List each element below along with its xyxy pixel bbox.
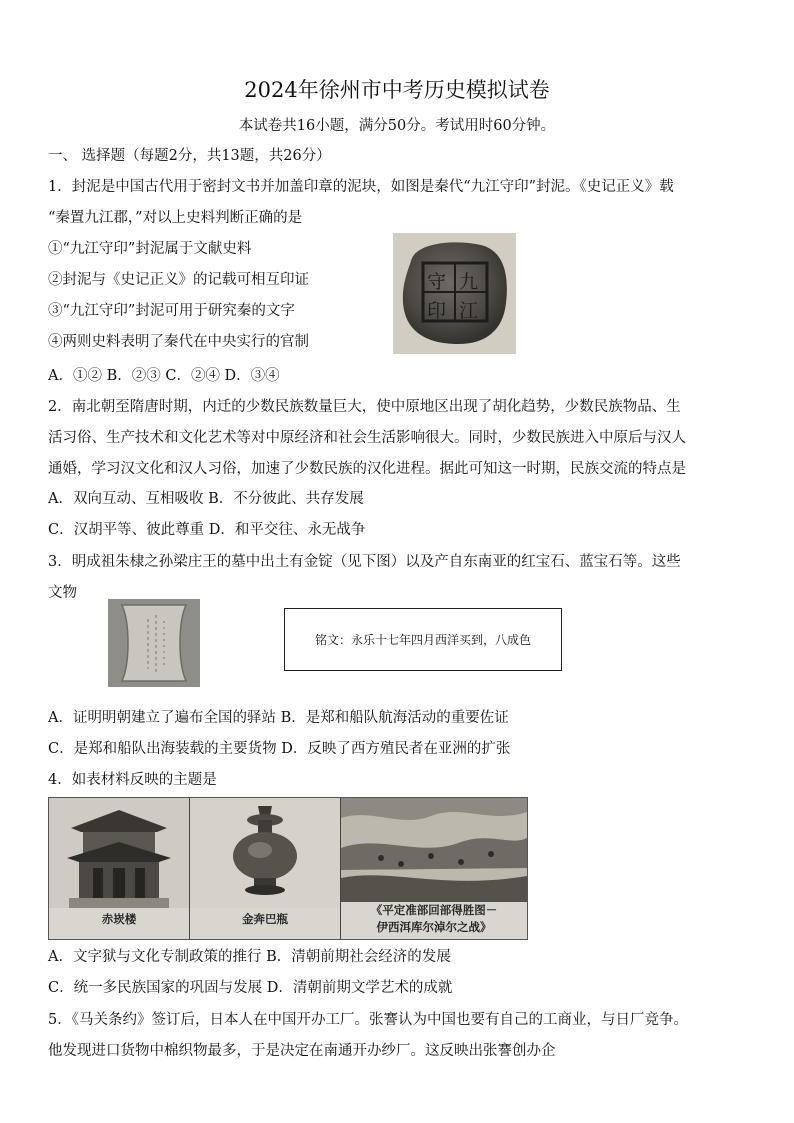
q1-stem-line2: “秦置九江郡，”对以上史料判断正确的是 xyxy=(48,210,303,226)
q1-stem-line1: 1．封泥是中国古代用于密封文书并加盖印章的泥块，如图是秦代“九江守印”封泥。《史记正义》载 xyxy=(48,179,674,195)
photo2-caption: 金奔巴瓶 xyxy=(242,912,288,926)
q5-line2: 他发现进口货物中棉织物最多，于是决定在南通开办纱厂。这反映出张謇创办企 xyxy=(48,1043,556,1059)
photo-victory-painting xyxy=(341,798,527,939)
q3-options-cd: C．是郑和船队出海装载的主要货物 D．反映了西方殖民者在亚洲的扩张 xyxy=(48,741,511,757)
section-heading: 一、 选择题（每题2分，共13题，共26分） xyxy=(48,148,331,164)
seal-char-4: 印 xyxy=(427,300,447,322)
photo3-caption-line2: 伊西洱库尔淖尔之战》 xyxy=(376,920,492,934)
photo-chikan-tower xyxy=(49,798,190,939)
q2-line3: 通婚，学习汉文化和汉人习俗，加速了少数民族的汉化进程。据此可知这一时期，民族交流的特点是 xyxy=(48,461,686,477)
inscription-box xyxy=(284,608,562,671)
seal-char-1: 九 xyxy=(459,271,479,293)
q2-options-ab: A．双向互动、互相吸收 B．不分彼此、共存发展 xyxy=(48,491,364,507)
q2-line1: 2．南北朝至隋唐时期，内迁的少数民族数量巨大，使中原地区出现了胡化趋势，少数民族物品、生 xyxy=(48,399,681,415)
q4-options-ab: A．文字狱与文化专制政策的推行 B．清朝前期社会经济的发展 xyxy=(48,949,451,965)
q4-stem: 4．如表材料反映的主题是 xyxy=(48,772,217,788)
inscription-text: 铭文：永乐十七年四月西洋买到，八成色 xyxy=(314,633,531,647)
q4-options-cd: C．统一多民族国家的巩固与发展 D．清朝前期文学艺术的成就 xyxy=(48,980,453,996)
q4-photo-table xyxy=(48,797,528,940)
seal-clay-image xyxy=(393,233,516,354)
q2-options-cd: C．汉胡平等、彼此尊重 D．和平交往、永无战争 xyxy=(48,522,366,538)
q1-item-1: ①“九江守印”封泥属于文献史料 xyxy=(48,241,252,257)
q1-item-3: ③“九江守印”封泥可用于研究秦的文字 xyxy=(48,303,295,319)
q2-line2: 活习俗、生产技术和文化艺术等对中原经济和社会生活影响很大。同时，少数民族进入中原后与汉人 xyxy=(48,430,686,446)
photo3-caption-line1: 《平定准部回部得胜图－ xyxy=(370,903,498,917)
seal-char-2: 江 xyxy=(459,300,479,322)
q5-line1: 5．《马关条约》签订后，日本人在中国开办工厂。张謇认为中国也要有自己的工商业，与日厂竞争。 xyxy=(48,1012,688,1028)
q3-line1: 3．明成祖朱棣之孙梁庄王的墓中出土有金锭（见下图）以及产自东南亚的红宝石、蓝宝石等。这些 xyxy=(48,554,681,570)
q1-options: A．①② B．②③ C．②④ D．③④ xyxy=(48,368,280,384)
page-title: 2024年徐州市中考历史模拟试卷 xyxy=(244,78,550,102)
q1-item-2: ②封泥与《史记正义》的记载可相互印证 xyxy=(48,272,309,288)
photo1-caption: 赤崁楼 xyxy=(101,912,137,926)
q3-line2: 文物 xyxy=(48,585,77,601)
seal-char-3: 守 xyxy=(427,271,447,293)
photo-golden-urn xyxy=(190,798,341,939)
q1-item-4: ④两则史料表明了秦代在中央实行的官制 xyxy=(48,334,309,350)
q3-options-ab: A．证明明朝建立了遍布全国的驿站 B．是郑和船队航海活动的重要佐证 xyxy=(48,710,509,726)
gold-ingot-image xyxy=(108,599,200,687)
exam-subtitle: 本试卷共16小题，满分50分。考试用时60分钟。 xyxy=(238,118,556,134)
